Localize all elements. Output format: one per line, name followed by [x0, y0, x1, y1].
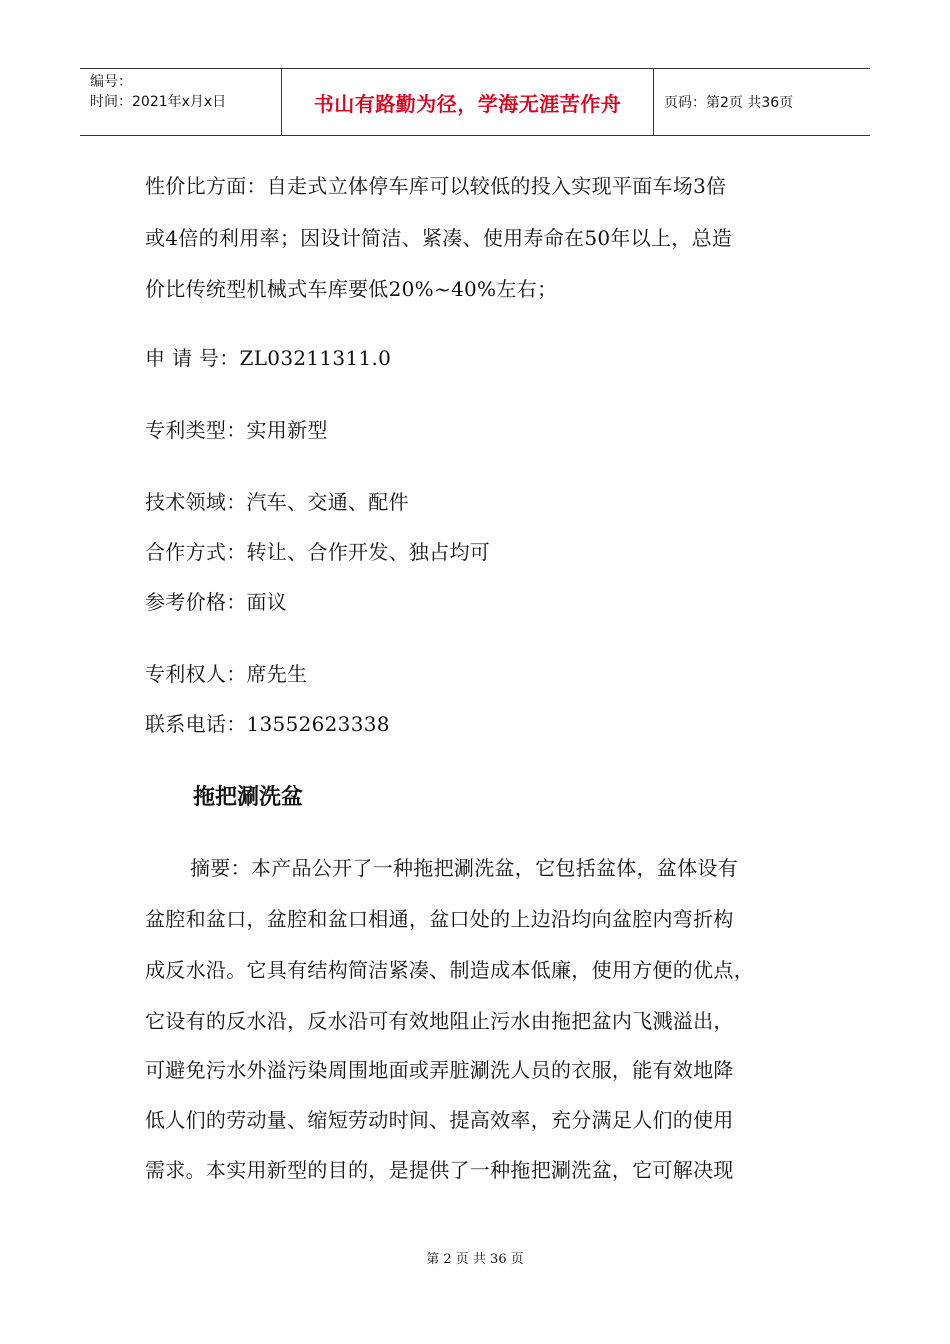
abstract-line-1: 摘要：本产品公开了一种拖把涮洗盆，它包括盆体，盆体设有	[190, 856, 739, 880]
abstract-line-6: 低人们的劳动量、缩短劳动时间、提高效率，充分满足人们的使用	[145, 1108, 734, 1132]
number-label: 编号：	[90, 74, 132, 90]
abstract-line-3: 成反水沿。它具有结构简洁紧凑、制造成本低廉，使用方便的优点，	[145, 958, 754, 982]
reference-price: 参考价格：面议	[145, 590, 288, 614]
tech-field: 技术领域：汽车、交通、配件	[145, 490, 409, 514]
abstract-line-7: 需求。本实用新型的目的，是提供了一种拖把涮洗盆，它可解决现	[145, 1158, 734, 1182]
cost-line-3: 价比传统型机械式车库要低20%~40%左右；	[145, 277, 558, 301]
header-meta	[80, 69, 282, 135]
cost-line-1: 性价比方面：自走式立体停车库可以较低的投入实现平面车场3倍	[145, 174, 727, 198]
section-title: 拖把涮洗盆	[193, 785, 304, 810]
patentee: 专利权人：席先生	[145, 662, 308, 686]
abstract-line-5: 可避免污水外溢污染周围地面或弄脏涮洗人员的衣服，能有效地降	[145, 1058, 734, 1082]
header-page-info: 页码：第2页 共36页	[664, 95, 794, 111]
abstract-line-4: 它设有的反水沿，反水沿可有效地阻止污水由拖把盆内飞溅溢出，	[145, 1009, 734, 1033]
cost-line-2: 或4倍的利用率；因设计简洁、紧凑、使用寿命在50年以上，总造	[145, 226, 733, 250]
header-motto: 书山有路勤为径，学海无涯苦作舟	[282, 69, 654, 135]
patent-type: 专利类型：实用新型	[145, 418, 328, 442]
page-footer: 第 2 页 共 36 页	[426, 1252, 524, 1267]
contact-phone: 联系电话：13552623338	[145, 712, 390, 736]
application-number: 申 请 号：ZL03211311.0	[145, 346, 392, 370]
abstract-line-2: 盆腔和盆口，盆腔和盆口相通，盆口处的上边沿均向盆腔内弯折构	[145, 907, 734, 931]
time-label: 时间：2021年x月x日	[90, 94, 227, 110]
cooperation-mode: 合作方式：转让、合作开发、独占均可	[145, 540, 491, 564]
page-header	[80, 68, 870, 136]
